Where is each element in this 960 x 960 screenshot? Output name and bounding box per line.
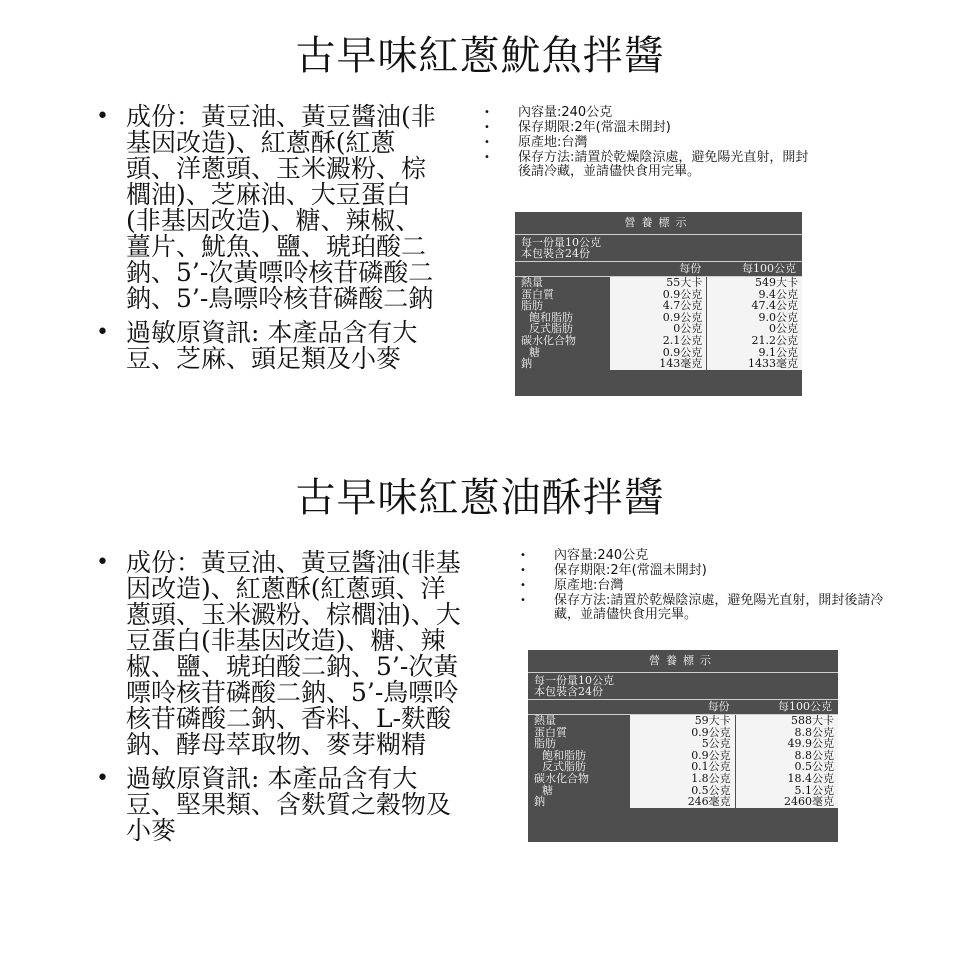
nutrient-labels — [515, 277, 610, 370]
nutrient-label: 鈉 — [521, 357, 532, 371]
servings-per-pack: 本包裝含24份 — [521, 247, 590, 260]
nutrient-value: 0.5公克 — [691, 783, 731, 797]
nutrient-label: 飽和脂肪 — [529, 310, 573, 324]
column-per-serving: 每份 — [679, 262, 702, 275]
nutrient-value: 9.4公克 — [758, 287, 798, 301]
info-text: 保存方法:請置於乾燥陰涼處，避免陽光直射，開封後請冷藏，並請儘快食用完畢。 — [518, 150, 809, 179]
nutrition-body — [528, 715, 838, 808]
nutrient-label: 熱量 — [534, 714, 556, 727]
bullet-icon: • — [96, 104, 109, 129]
nutrient-value: 0.9公克 — [662, 310, 703, 324]
nutrient-label: 鈉 — [534, 795, 545, 809]
product-title: 古早味紅蔥油酥拌醬 — [295, 475, 665, 521]
allergen-text: 過敏原資訊: 本產品含有大豆、芝麻、頭足類及小麥 — [126, 318, 418, 373]
nutrient-value: 0.9公克 — [662, 345, 703, 359]
serving-size: 每一份量10公克 — [521, 236, 601, 249]
nutrient-value: 143毫克 — [659, 357, 703, 371]
bullet-icon: • — [520, 595, 526, 606]
nutrient-label: 糖 — [529, 345, 540, 359]
nutrient-value: 0.5公克 — [794, 760, 834, 774]
nutrient-value: 0.9公克 — [691, 748, 731, 762]
nutrient-value: 18.4公克 — [787, 771, 834, 785]
nutrient-value: 0公克 — [768, 322, 798, 336]
info-origin — [520, 579, 905, 593]
info-shelf-life — [520, 564, 905, 578]
ingredients-text: 成份：黃豆油、黃豆醬油(非基因改造)、紅蔥酥(紅蔥頭、洋蔥頭、玉米澱粉、棕櫚油)、芝麻油、大豆蛋白(非基因改造)、糖、辣椒、薑片、魷魚、鹽、琥珀酸二鈉、5’-次黃嘌呤核苷磷酸二鈉、5’-鳥嘌呤核苷磷酸二鈉 — [126, 102, 436, 313]
nutrient-value: 549大卡 — [754, 276, 798, 289]
column-spacer — [528, 700, 630, 714]
nutrient-label: 脂肪 — [534, 737, 556, 751]
nutrient-value: 2460毫克 — [783, 795, 834, 809]
serving-size: 每一份量10公克 — [534, 674, 614, 687]
nutrient-label: 碳水化合物 — [521, 333, 576, 347]
ingredients-list — [92, 104, 437, 372]
per-serving-values — [630, 715, 735, 808]
nutrient-value: 0.1公克 — [691, 760, 731, 774]
info-storage — [484, 151, 814, 179]
nutrition-table — [515, 212, 802, 396]
nutrient-label: 碳水化合物 — [534, 771, 589, 785]
bullet-icon: • — [96, 320, 109, 345]
nutrition-column-headers — [528, 700, 838, 715]
allergen-text: 過敏原資訊: 本產品含有大豆、堅果類、含麩質之穀物及小麥 — [126, 764, 452, 845]
nutrient-value: 1.8公克 — [691, 771, 731, 785]
nutrient-label: 蛋白質 — [534, 725, 567, 739]
nutrition-serving — [528, 673, 838, 700]
allergen-item — [92, 320, 437, 372]
bullet-icon: • — [520, 580, 526, 591]
nutrition-table — [528, 650, 838, 842]
bullet-icon: • — [520, 565, 526, 576]
product-info-list — [520, 549, 905, 622]
column-per-100g: 每100公克 — [741, 262, 796, 275]
nutrient-value: 8.8公克 — [794, 748, 834, 762]
nutrition-column-headers — [515, 262, 802, 277]
nutrient-value: 0.9公克 — [662, 287, 703, 301]
nutrient-value: 21.2公克 — [751, 333, 798, 347]
ingredients-item — [92, 550, 462, 758]
nutrient-value: 47.4公克 — [751, 299, 798, 313]
nutrient-value: 0.9公克 — [691, 725, 731, 739]
servings-per-pack: 本包裝含24份 — [534, 685, 603, 698]
info-text: 保存期限:2年(常溫未開封) — [554, 563, 707, 578]
nutrient-value: 1433毫克 — [747, 357, 798, 371]
nutrient-value: 8.8公克 — [794, 725, 834, 739]
nutrient-label: 脂肪 — [521, 299, 543, 313]
bullet-icon: • — [96, 550, 109, 575]
nutrition-header: 營養標示 — [528, 650, 838, 673]
nutrient-label: 飽和脂肪 — [542, 748, 586, 762]
nutrient-label: 熱量 — [521, 276, 543, 289]
nutrient-labels — [528, 715, 630, 808]
bullet-icon: • — [484, 107, 490, 118]
info-text: 內容量:240公克 — [554, 548, 649, 563]
bullet-icon: • — [484, 137, 490, 148]
nutrient-value: 49.9公克 — [787, 737, 834, 751]
nutrient-value: 55大卡 — [666, 276, 703, 289]
nutrition-body — [515, 277, 802, 370]
per-100g-values — [736, 715, 838, 808]
nutrient-value: 0公克 — [673, 322, 703, 336]
per-100g-values — [707, 277, 802, 370]
ingredients-list — [92, 550, 462, 844]
info-net-weight — [520, 549, 905, 563]
info-text: 內容量:240公克 — [518, 105, 613, 120]
column-per-100g: 每100公克 — [777, 700, 832, 713]
nutrient-value: 4.7公克 — [662, 299, 703, 313]
info-shelf-life — [484, 121, 814, 135]
nutrient-label: 反式脂肪 — [529, 322, 573, 336]
product-title: 古早味紅蔥魷魚拌醬 — [295, 33, 665, 79]
nutrient-value: 5公克 — [701, 737, 731, 751]
nutrient-value: 5.1公克 — [794, 783, 834, 797]
nutrient-value: 9.1公克 — [758, 345, 798, 359]
info-text: 保存期限:2年(常溫未開封) — [518, 120, 671, 135]
ingredients-text: 成份：黃豆油、黃豆醬油(非基因改造)、紅蔥酥(紅蔥頭、洋蔥頭、玉米澱粉、棕櫚油)、大豆蛋白(非基因改造)、糖、辣椒、鹽、琥珀酸二鈉、5’-次黃嘌呤核苷磷酸二鈉、5’-鳥嘌呤核苷磷酸二鈉、香料、L-麩酸鈉、酵母萃取物、麥芽糊精 — [126, 548, 461, 759]
bullet-icon: • — [484, 122, 490, 133]
info-text: 原產地:台灣 — [518, 135, 588, 150]
info-origin — [484, 136, 814, 150]
nutrient-label: 蛋白質 — [521, 287, 554, 301]
bullet-icon: • — [520, 550, 526, 561]
nutrient-value: 9.0公克 — [758, 310, 798, 324]
nutrition-serving — [515, 235, 802, 262]
nutrient-value: 246毫克 — [687, 795, 731, 809]
product-info-list — [484, 106, 814, 179]
nutrient-value: 2.1公克 — [662, 333, 703, 347]
allergen-item — [92, 766, 462, 844]
column-per-serving: 每份 — [707, 700, 730, 713]
nutrient-value: 588大卡 — [790, 714, 834, 727]
info-net-weight — [484, 106, 814, 120]
nutrition-header: 營養標示 — [515, 212, 802, 235]
nutrient-label: 糖 — [542, 783, 553, 797]
nutrient-value: 59大卡 — [694, 714, 731, 727]
per-serving-values — [610, 277, 708, 370]
info-text: 保存方法:請置於乾燥陰涼處，避免陽光直射，開封後請冷藏，並請儘快食用完畢。 — [554, 593, 884, 622]
bullet-icon: • — [96, 766, 109, 791]
info-storage — [520, 594, 905, 622]
info-text: 原產地:台灣 — [554, 578, 624, 593]
bullet-icon: • — [484, 152, 490, 163]
ingredients-item — [92, 104, 437, 312]
column-spacer — [515, 262, 610, 276]
nutrient-label: 反式脂肪 — [542, 760, 586, 774]
